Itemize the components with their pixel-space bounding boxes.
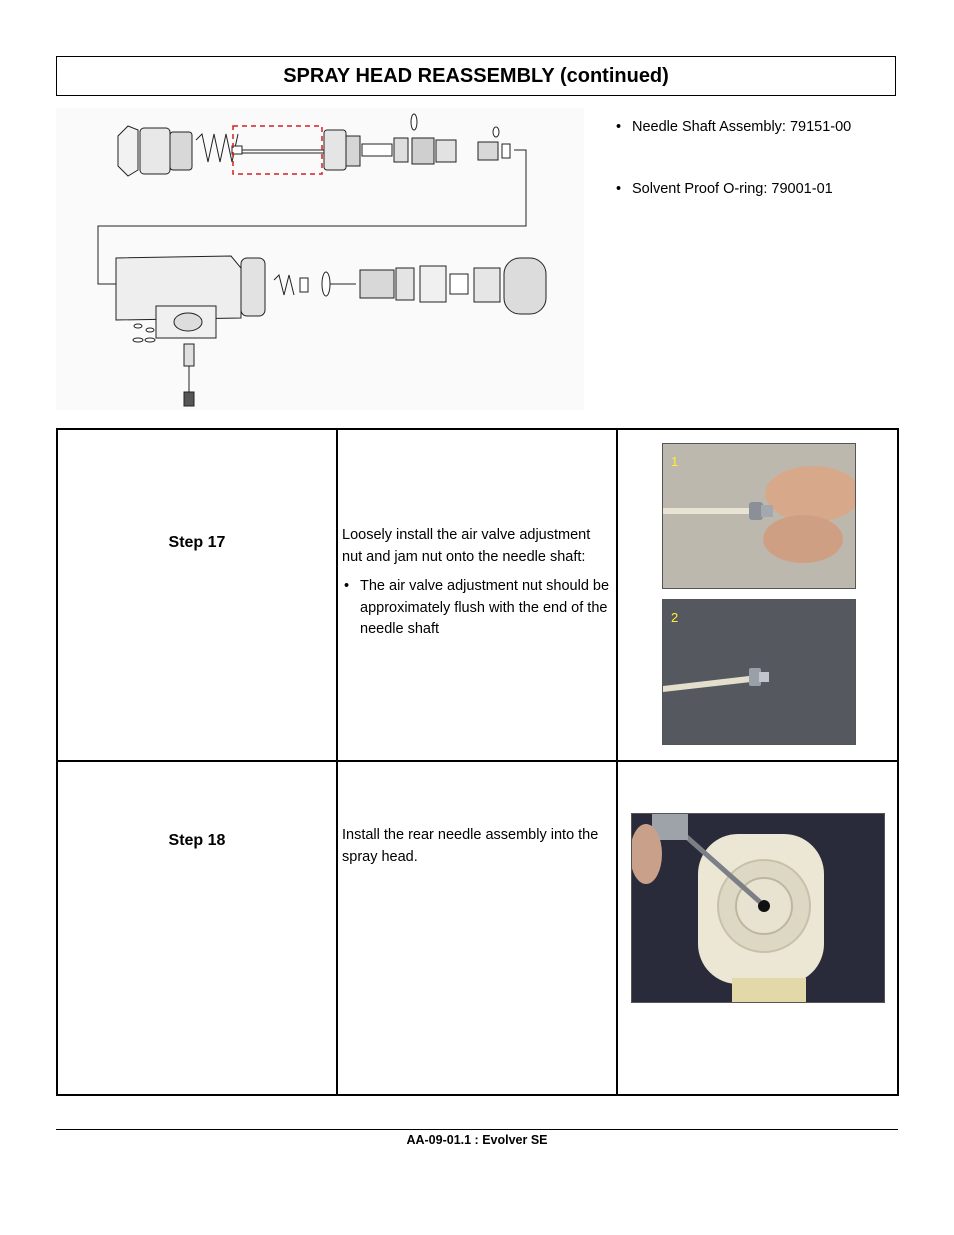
step-text: Loosely install the air valve adjustment nut and jam nut onto the needle shaft: xyxy=(342,527,591,565)
parts-list xyxy=(612,116,912,200)
step-description xyxy=(342,825,610,868)
part-item: • Solvent Proof O-ring: 79001-01 xyxy=(612,178,912,200)
needle-shaft-photo xyxy=(663,600,855,744)
step-description xyxy=(342,525,610,641)
step-label: Step 17 xyxy=(168,534,226,551)
step-bullets xyxy=(342,576,610,641)
step-label-cell xyxy=(57,429,337,761)
photo-number: 2 xyxy=(671,610,679,625)
step-description-cell xyxy=(337,761,617,1095)
step-text: Install the rear needle assembly into the spray head. xyxy=(342,827,599,865)
step-label: Step 18 xyxy=(168,832,226,849)
exploded-parts-diagram xyxy=(56,108,584,410)
step-bullet: • The air valve adjustment nut should be approximately flush with the end of the needle shaft xyxy=(360,576,610,641)
table-row xyxy=(57,761,898,1095)
step-photo-cell xyxy=(617,429,898,761)
table-row xyxy=(57,429,898,761)
step-photo-cell xyxy=(617,761,898,1095)
step-description-cell xyxy=(337,429,617,761)
steps-table xyxy=(56,428,899,1096)
spray-head-photo xyxy=(632,814,884,1002)
step-photo xyxy=(662,443,856,589)
step-label-cell xyxy=(57,761,337,1095)
step-photo xyxy=(631,813,885,1003)
document-footer: AA-09-01.1 : Evolver SE xyxy=(406,1133,548,1147)
exploded-view-drawing xyxy=(56,108,584,410)
photo-number: 1 xyxy=(671,454,679,469)
title-box xyxy=(56,56,896,96)
footer-divider xyxy=(56,1129,898,1130)
needle-shaft-photo xyxy=(663,444,855,588)
step-photo xyxy=(662,599,856,745)
page-title: SPRAY HEAD REASSEMBLY (continued) xyxy=(283,64,669,87)
part-item: • Needle Shaft Assembly: 79151-00 xyxy=(612,116,912,138)
